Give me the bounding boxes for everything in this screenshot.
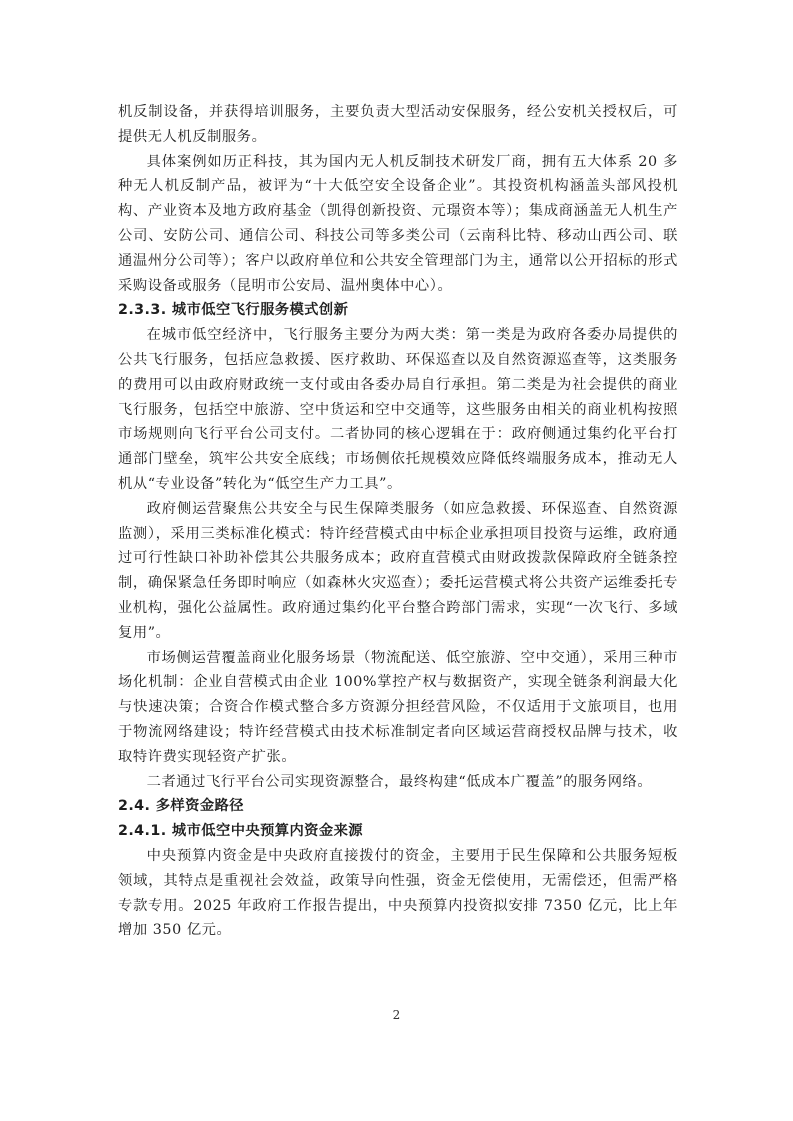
paragraph: 具体案例如历正科技，其为国内无人机反制技术研发厂商，拥有五大体系 20 多种无人机反制产品，被评为“十大低空安全设备企业”。其投资机构涵盖头部风投机构、产业资本及地方政府基金（凯得创新投资、元璟资本等）；集成商涵盖无人机生产公司、安防公司、通信公司、科技公司等多类公司（云南科比特、移动山西公司、联通温州分公司等）；客户以政府单位和公共安全管理部门为主，通常以公开招标的形式采购设备或服务（昆明市公安局、温州奥体中心）。 xyxy=(118,153,678,294)
paragraph: 在城市低空经济中，飞行服务主要分为两大类：第一类是为政府各委办局提供的公共飞行服务，包括应急救援、医疗救助、环保巡查以及自然资源巡查等，这类服务的费用可以由政府财政统一支付或由各委办局自行承担。第二类是为社会提供的商业飞行服务，包括空中旅游、空中货运和空中交通等，这些服务由相关的商业机构按照市场规则向飞行平台公司支付。二者协同的核心逻辑在于：政府侧通过集约化平台打通部门壁垒，筑牢公共安全底线；市场侧依托规模效应降低终端服务成本，推动无人机从“专业设备”转化为“低空生产力工具”。 xyxy=(118,327,678,492)
paragraph: 政府侧运营聚焦公共安全与民生保障类服务（如应急救援、环保巡查、自然资源监测），采用三类标准化模式：特许经营模式由中标企业承担项目投资与运维，政府通过可行性缺口补助补偿其公共服务成本；政府直营模式由财政拨款保障政府全链条控制，确保紧急任务即时响应（如森林火灾巡查）；委托运营模式将公共资产运维委托专业机构，强化公益属性。政府通过集约化平台整合跨部门需求，实现“一次飞行、多域复用”。 xyxy=(118,500,678,641)
page-number: 2 xyxy=(392,1008,401,1022)
paragraph: 中央预算内资金是中央政府直接拨付的资金，主要用于民生保障和公共服务短板领域，其特点是重视社会效益，政策导向性强，资金无偿使用，无需偿还，但需严格专款专用。2025 年政府工作报告提出，中央预算内投资拟安排 7350 亿元，比上年增加 350 亿元。 xyxy=(118,847,678,939)
section-heading: 2.4. 多样资金路径 xyxy=(118,798,244,815)
document-body xyxy=(118,100,678,943)
paragraph: 市场侧运营覆盖商业化服务场景（物流配送、低空旅游、空中交通），采用三种市场化机制：企业自营模式由企业 100%掌控产权与数据资产，实现全链条利润最大化与快速决策；合资合作模式整合多方资源分担经营风险，不仅适用于文旅项目，也用于物流网络建设；特许经营模式由技术标准制定者向区域运营商授权品牌与技术，收取特许费实现轻资产扩张。 xyxy=(118,649,678,765)
paragraph: 机反制设备，并获得培训服务，主要负责大型活动安保服务，经公安机关授权后，可提供无人机反制服务。 xyxy=(118,104,678,145)
paragraph: 二者通过飞行平台公司实现资源整合，最终构建“低成本广覆盖”的服务网络。 xyxy=(146,773,653,790)
section-heading: 2.3.3. 城市低空飞行服务模式创新 xyxy=(118,302,349,319)
section-heading: 2.4.1. 城市低空中央预算内资金来源 xyxy=(118,823,363,840)
